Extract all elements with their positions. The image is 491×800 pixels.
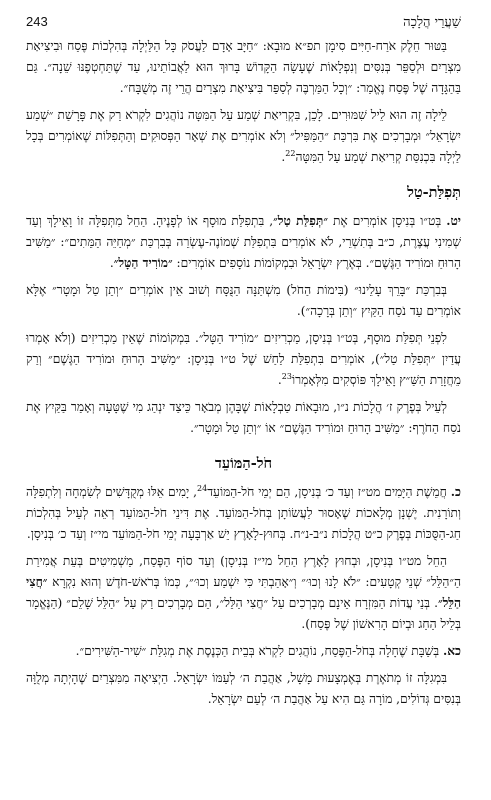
paragraph-text: . (109, 256, 114, 270)
footnote-marker: 24 (197, 483, 208, 493)
page-number: 243 (26, 14, 48, 29)
paragraph: בַּטּוּר חֵלֶק אֹרַח-חַיִּים סִימָן תפ״א מוּבָא: ״חַיָּב אָדָם לַעֲסֹק כָּל הַלַּיְלָה בְּהִלְכוֹת פֶּסַח וּבִיצִיאַת מִצְרַיִם וּלְסַפֵּר בְּנִסִּים וְנִפְלָאוֹת שֶׁעָשָׂה הַקָּדוֹשׁ בָּרוּךְ הוּא לַאֲבוֹתֵינוּ, עַד שֶׁתַּחְטְפֶנּוּ שֵׁנָה״. גַּם בַּהַגָּדָה שֶׁל פֶּסַח נֶאֱמַר: ״וְכָל הַמַּרְבֶּה לְסַפֵּר בִּיצִיאַת מִצְרַיִם הֲרֵי זֶה מְשֻׁבָּח״. (26, 39, 461, 95)
paragraph-number: יט. (446, 214, 462, 228)
paragraph-text: הַחֵל מט״ו בְּנִיסָן, וּבְחוּץ לָאָרֶץ הַחֵל מי״ז בְּנִיסָן) וְעַד סוֹף הַפֶּסַח, מַשְׁמִיטִים בְּעֵת אֲמִירַת הַ״הַלֵּל״ שְׁנֵי קְטָעִים: ״לֹא לָנוּ וְכוּ׳״ וְ״אָהַבְתִּי כִּי יִשְׁמַע וְכוּ׳״, כְּמוֹ בְּרֹאשׁ-חֹדֶשׁ וְהוּא נִקְרָא (26, 554, 461, 589)
paragraph-text: . (281, 150, 286, 164)
paragraph (26, 105, 461, 168)
paragraph (26, 482, 461, 545)
paragraph-text: . בְּנֵי עֲדוֹת הַמִּזְרָח אֵינָם מְבָרְכִים עַל ״חֲצִי הַלֵּל״, הֵם מְבָרְכִים רַק עַל ״הַלֵּל שָׁלֵם״ (הַנֶּאֱמָר בְּלֵיל הַחַג וּבְיוֹם הָרִאשׁוֹן שֶׁל פֶּסַח). (26, 596, 461, 631)
paragraph-text: בְּט״ו בְּנִיסָן אוֹמְרִים אֶת (328, 214, 442, 228)
paragraph (26, 328, 461, 391)
paragraph-text: לִפְנֵי תְּפִלַּת מוּסָף, בְּט״ו בְּנִיסָן, מַכְרִיזִים ״מוֹרִיד הַטָּל״. בִּמְקוֹמוֹת שֶׁאֵין מַכְרִיזִים (וְלֹא אָמְרוּ עֲדַיִן ״תְּפִלַּת טַל״), אוֹמְרִים בִּתְפִלַּת לַחַשׁ שֶׁל ט״ו בְּנִיסָן: ״מַשִּׁיב הָרוּחַ וּמוֹרִיד הַגֶּשֶׁם״ וְרַק מֵחֲזָרַת הַשַּׁ״ץ וָאֵילָךְ פּוֹסְקִים מִלְּאָמְרוֹ (26, 331, 461, 387)
paragraph-text: , יָמִים אֵלּוּ מְקֻדָּשִׁים לְשִׂמְחָה וְלִתְפִלָּה וְתוֹרָנִית. יֶשְׁנָן מְלָאכוֹת שֶׁאָסוּר לַעֲשׂוֹתָן בְּחֹל-הַמּוֹעֵד. אֶת דִּינֵי חֹל-הַמּוֹעֵד רְאֵה לְעֵיל בְּהִלְכוֹת חַג-הַסֻּכּוֹת בְּפֶרֶק כ״ט הֲלָכוֹת נ״ב-נ״ח. בְּחוּץ-לָאָרֶץ יֵשׁ אַרְבָּעָה יְמֵי חֹל-הַמּוֹעֵד מי״ז וְעַד כ׳ בְּנִיסָן. (26, 485, 461, 541)
bold-term: ״מוֹרִיד הַטָּל״ (113, 256, 173, 270)
footnote-marker: 23 (281, 371, 292, 381)
paragraph (26, 551, 461, 635)
paragraph: בִּמְגִלָּה זוֹ מְתֹאֶרֶת בְּאֶמְצָעוּת מָשָׁל, אַהֲבַת ה׳ לְעַמּוֹ יִשְׂרָאֵל. הַיְצִיאָה מִמִּצְרַיִם שֶׁהָיְתָה מְלֻוָּה בְּנִסִּים גְּדוֹלִים, מוֹרָה גַּם הִיא עַל אַהֲבַת ה׳ לְעַם יִשְׂרָאֵל. (26, 671, 461, 706)
section-title: תְּפִלַּת-טַל (407, 184, 461, 201)
page-header (26, 14, 461, 36)
paragraph-text: , בִּתְפִלַּת מוּסָף אוֹ לְפָנֶיהָ. הַחֵל מִתְּפִלָּה זוֹ וָאֵילָךְ וְעַד שְׁמִינִי עֲצֶרֶת, כ״ב בְּתִשְׁרֵי, לֹא אוֹמְרִים בִּתְפִלַּת שְׁמוֹנֶה-עֶשְׂרֵה בְּבִרְכַּת ״מְחַיֵּה הַמֵּתִים״: ״מַשִּׁיב הָרוּחַ וּמוֹרִיד הַגֶּשֶׁם״. בְּאֶרֶץ יִשְׂרָאֵל וּבִמְקוֹמוֹת נוֹסָפִים אוֹמְרִים: (26, 214, 461, 270)
section-title: חֹל-הַמּוֹעֵד (214, 455, 273, 472)
paragraph-text: חֲמֵשֶׁת הַיָּמִים מט״ז וְעַד כ׳ בְּנִיסָן, הֵם יְמֵי חֹל-הַמּוֹעֵד (207, 485, 447, 499)
page-content (26, 36, 461, 710)
paragraph-number: כא. (442, 644, 461, 658)
paragraph: בְּבִרְכַּת ״בָּרֵךְ עָלֵינוּ״ (בִּימוֹת הַחֹל) מִשְׁתַּנָּה הַנֻּסָּח וְשׁוּב אֵין אוֹמְרִים ״וְתֵן טַל וּמָטָר״ אֶלָּא אוֹמְרִים עַד נֹסַח הַקַּיִץ ״וְתֵן בְּרָכָה״). (26, 283, 461, 318)
bold-term: ״תְּפִלַּת טַל״ (273, 214, 328, 228)
running-title: שַׁעֲרֵי הֲלָכָה (403, 15, 461, 30)
paragraph-text: בְּשַׁבָּת שֶׁחָלָה בְּחֹל-הַפֶּסַח, נוֹהֲגִים לִקְרֹא בְּבֵית הַכְּנֶסֶת אֶת מְגִלַּת ״שִׁיר-הַשִּׁירִים״. (75, 644, 440, 658)
paragraph-text: לֵילָה זֶה הוּא לֵיל שִׁמּוּרִים. לָכֵן, בִּקְרִיאַת שְׁמַע עַל הַמִּטָּה נוֹהֲגִים לִקְרֹא רַק אֶת פָּרָשַׁת ״שְׁמַע יִשְׂרָאֵל״ וּמְבָרְכִים אֶת בִּרְכַּת ״הַמַּפִּיל״ וְלֹא אוֹמְרִים אֶת שְׁאָר הַפְּסוּקִים וְהַתְּפִלּוֹת שֶׁאוֹמְרִים בְּכָל לַיְלָה בִּכְנִסַּת קְרִיאַת שְׁמַע עַל הַמִּטָּה (26, 108, 461, 164)
paragraph (26, 641, 461, 662)
footnote-marker: 22 (285, 148, 296, 158)
bold-term: ״חֲצִי הַלֵּל״ (26, 575, 461, 610)
paragraph: לְעֵיל בְּפֶרֶק ז׳ הֲלָכוֹת נ״ו, מוּבָאוֹת טַבְלָאוֹת שֶׁבָּהֶן מְבֹאָר כֵּיצַד יִנְהַג מִי שֶׁטָּעָה וְאָמַר בַּקַּיִץ אֶת נֹסַח הַחֹרֶף: ״מַשִּׁיב הָרוּחַ וּמוֹרִיד הַגֶּשֶׁם״ אוֹ ״וְתֵן טַל וּמָטָר״. (26, 400, 461, 435)
paragraph-text: . (277, 373, 282, 387)
paragraph-number: כ. (450, 485, 461, 499)
paragraph (26, 211, 461, 274)
